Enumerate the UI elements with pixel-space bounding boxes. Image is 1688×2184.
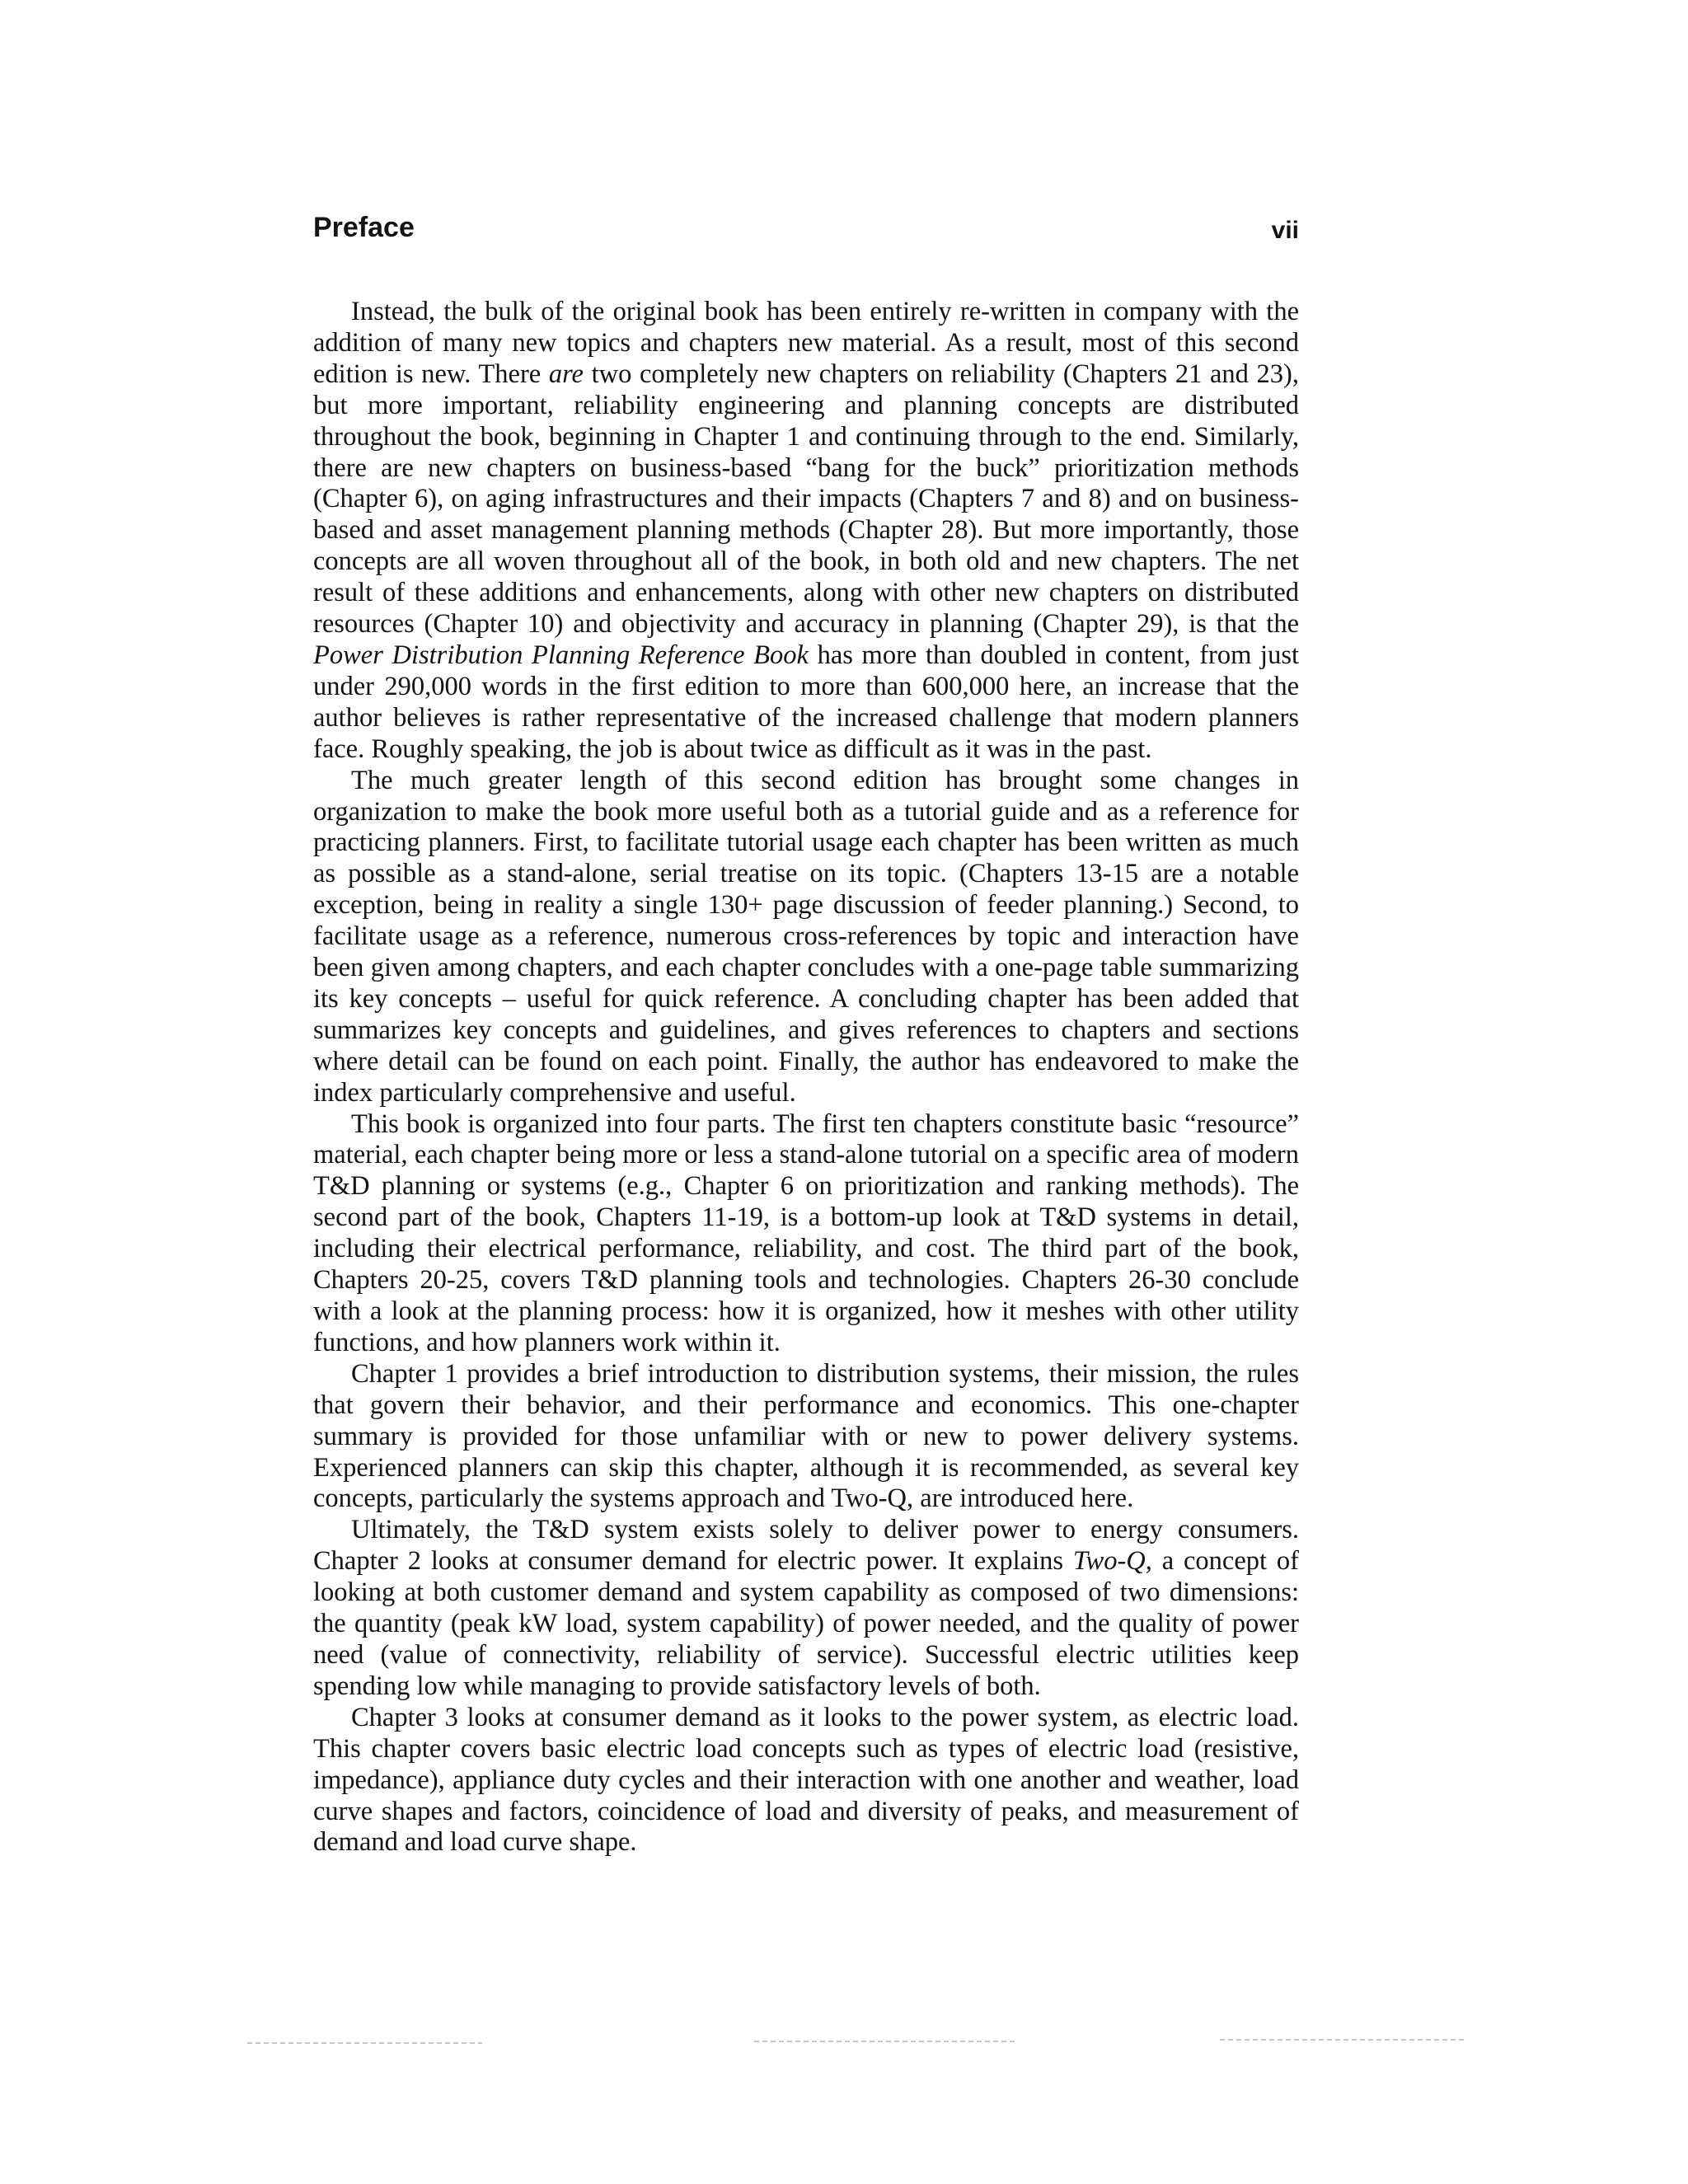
- paragraph: [313, 297, 1299, 766]
- text-run: Ultimately, the T&D system exists solely to deliver power to energy consumers. Chapter 2 looks at consumer demand for electric power. It explains: [313, 1515, 1299, 1577]
- running-head-title: Preface: [313, 212, 415, 243]
- text-run: Instead, the bulk of the original book has been entirely re-written in company with the addition of many new topics and chapters new material. As a result, most of this second edition is new. There: [313, 297, 1299, 389]
- text-run: has more than doubled in content, from just under 290,000 words in the first edition to more than 600,000 here, an increase that the author believes is rather representative of the increased challenge that modern planners face. Roughly speaking, the job is about twice as difficult as it was in the past.: [313, 640, 1299, 764]
- page-number: vii: [1271, 217, 1299, 244]
- paragraph: This book is organized into four parts. The first ten chapters constitute basic “resource” material, each chapter being more or less a stand-alone tutorial on a specific area of modern T&D planning or systems (e.g., Chapter 6 on prioritization and ranking methods). The second part of the book, Chapters 11-19, is a bottom-up look at T&D systems in detail, including their electrical performance, reliability, and cost. The third part of the book, Chapters 20-25, covers T&D planning tools and technologies. Chapters 26-30 conclude with a look at the planning process: how it is organized, how it meshes with other utility functions, and how planners work within it.: [313, 1108, 1299, 1357]
- book-title-text: Power Distribution Planning Reference Book: [313, 640, 809, 670]
- paragraph: Chapter 1 provides a brief introduction to distribution systems, their mission, the rules that govern their behavior, and their performance and economics. This one-chapter summary is provided for those unfamiliar with or new to power delivery systems. Experienced planners can skip this chapter, although it is recommended, as several key concepts, particularly the systems approach and Two-Q, are introduced here.: [313, 1358, 1299, 1514]
- paragraph: [313, 1515, 1299, 1702]
- scan-artifact: [1220, 2039, 1467, 2041]
- paragraph: The much greater length of this second edition has brought some changes in organization to make the book more useful both as a tutorial guide and as a reference for practicing planners. First, to facilitate tutorial usage each chapter has been written as much as possible as a stand-alone, serial treatise on its topic. (Chapters 13-15 are a notable exception, being in reality a single 130+ page discussion of feeder planning.) Second, to facilitate usage as a reference, numerous cross-references by topic and interaction have been given among chapters, and each chapter concludes with a one-page table summarizing its key concepts – useful for quick reference. A concluding chapter has been added that summarizes key concepts and guidelines, and gives references to chapters and sections where detail can be found on each point. Finally, the author has endeavored to make the index particularly comprehensive and useful.: [313, 765, 1299, 1108]
- scan-artifact: [247, 2042, 482, 2044]
- text-run: two completely new chapters on reliability (Chapters 21 and 23), but more important, reliability engineering and planning concepts are distributed throughout the book, beginning in Chapter 1 and continuing through to the end. Similarly, there are new chapters on business-based “bang for the buck” prioritization methods (Chapter 6), on aging infrastructures and their impacts (Chapters 7 and 8) and on business-based and asset management planning methods (Chapter 28). But more importantly, those concepts are all woven throughout all of the book, in both old and new chapters. The net result of these additions and enhancements, along with other new chapters on distributed resources (Chapter 10) and objectivity and accuracy in planning (Chapter 29), is that the: [313, 359, 1299, 640]
- scan-artifact: [754, 2041, 1018, 2042]
- text-run: a concept of looking at both customer demand and system capability as composed of two dimensions: the quantity (peak kW load, system capability) of power needed, and the quality of power need (value of connectivity, reliability of service). Successful electric utilities keep spending low while managing to provide satisfactory levels of both.: [313, 1546, 1299, 1701]
- emphasis-text: are: [548, 359, 584, 389]
- body-text: [313, 297, 1299, 1858]
- emphasis-text: Two-Q,: [1072, 1546, 1152, 1577]
- paragraph: Chapter 3 looks at consumer demand as it looks to the power system, as electric load. This chapter covers basic electric load concepts such as types of electric load (resistive, impedance), appliance duty cycles and their interaction with one another and weather, load curve shapes and factors, coincidence of load and diversity of peaks, and measurement of demand and load curve shape.: [313, 1702, 1299, 1858]
- page-header: [313, 206, 1299, 246]
